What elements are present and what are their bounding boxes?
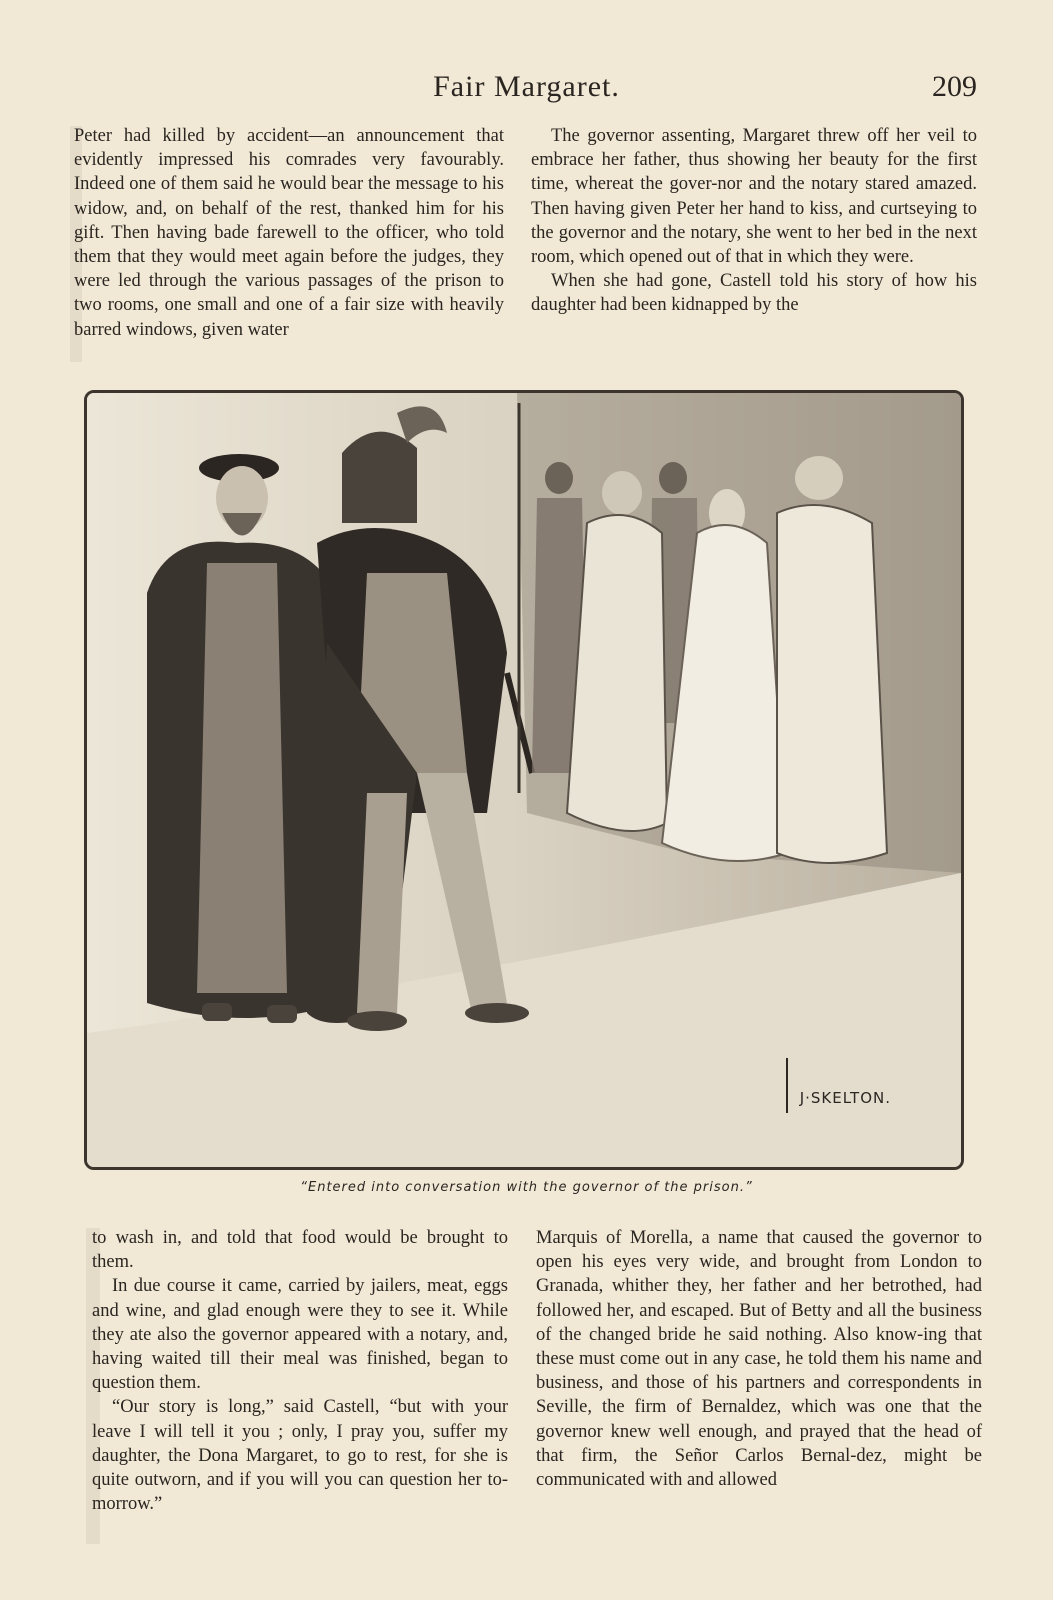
paragraph: The governor assenting, Margaret threw off her veil to embrace her father, thus showing her beauty for the first time, whereat the gover-nor and the notary stared amazed. Then having given Peter her hand to kiss, and curtseying to the governor and the notary, she went to her bed in the next room, which opened out of that in which they were. [531,126,977,268]
text-column-top-left [74,124,504,342]
paragraph: When she had gone, Castell told his story of how his daughter had been kidnapped by the [531,271,977,316]
page-number: 209 [932,70,977,103]
running-head [0,70,1053,110]
moorish-figures [567,456,887,863]
page-title: Fair Margaret. [433,70,620,103]
paragraph: to wash in, and told that food would be brought to them. [92,1228,508,1273]
paragraph: “Our story is long,” said Castell, “but with your leave I will tell it you ; only, I pray you, suffer my daughter, the Dona Margaret, to go to rest, for she is quite outworn, and if you will you can question her to-morrow.” [92,1397,508,1515]
text-column-bottom-right [536,1226,982,1492]
text-column-bottom-left [92,1226,508,1516]
paragraph: Peter had killed by accident—an announcement that evidently impressed his comrades very favourably. Indeed one of them said he would bear the message to his widow, and, on behalf of the rest, thanked him for his gift. Then having bade farewell to the officer, who told them that they would meet again before the judges, they were led through the various passages of the prison to two rooms, one small and one of a fair size with heavily barred windows, given water [74,126,504,340]
illustration-plate [84,390,964,1170]
illustration-drawing [87,393,961,1167]
text-column-top-right [531,124,977,318]
paragraph: In due course it came, carried by jailers, meat, eggs and wine, and glad enough were they to see it. While they ate also the governor appeared with a notary, and, having waited till their meal was finished, began to question them. [92,1276,508,1394]
illustration-caption: “Entered into conversation with the governor of the prison.” [300,1180,753,1195]
artist-signature: J·SKELTON. [799,1089,891,1107]
paragraph: Marquis of Morella, a name that caused the governor to open his eyes very wide, and brought from London to Granada, whither they, her father and her betrothed, had followed her, and escaped. But of Betty and all the business of the changed bride he said nothing. Also know-ing that these must come out in any case, he told them his name and business, and those of his partners and correspondents in Seville, the firm of Bernaldez, which was one that the governor knew well enough, and prayed that the head of that firm, the Señor Carlos Bernal-dez, might be communicated with and allowed [536,1228,982,1491]
